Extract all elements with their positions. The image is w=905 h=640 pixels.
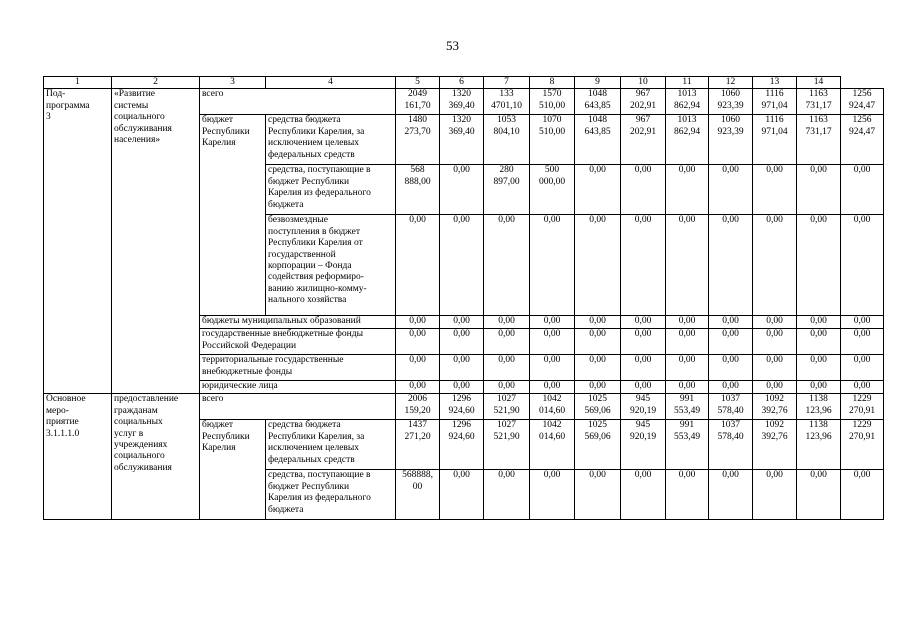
value-cell: 967 202,91 — [621, 89, 666, 115]
value-cell: 1229 270,91 — [841, 420, 884, 470]
value-cell: 0,00 — [396, 355, 440, 381]
value-cell: 1320 369,40 — [440, 89, 484, 115]
value-cell: 500 000,00 — [530, 165, 575, 215]
value-cell: 0,00 — [666, 165, 709, 215]
value-cell: 1092 392,76 — [753, 420, 797, 470]
value-cell: 0,00 — [484, 381, 530, 394]
value-cell: 0,00 — [709, 165, 753, 215]
value-cell: 0,00 — [666, 215, 709, 316]
value-cell: 0,00 — [575, 470, 621, 520]
value-cell: 0,00 — [396, 316, 440, 329]
value-cell: 1060 923,39 — [709, 89, 753, 115]
value-cell: 0,00 — [575, 316, 621, 329]
value-cell: 1138 123,96 — [797, 394, 841, 420]
value-cell: 0,00 — [666, 470, 709, 520]
value-cell: 0,00 — [753, 381, 797, 394]
value-cell: 1116 971,04 — [753, 89, 797, 115]
budget-table — [43, 76, 884, 520]
value-cell: 0,00 — [797, 215, 841, 316]
value-cell: 1048 643,85 — [575, 115, 621, 165]
value-cell: 0,00 — [841, 215, 884, 316]
value-cell: 0,00 — [530, 215, 575, 316]
table-row — [44, 394, 884, 420]
budget-label: бюджет Республики Карелия — [200, 115, 266, 316]
value-cell: 0,00 — [440, 329, 484, 355]
funding-source: государственные внебюджетные фонды Российской Федерации — [200, 329, 396, 355]
value-cell: 0,00 — [753, 215, 797, 316]
column-header-6: 6 — [440, 77, 484, 89]
value-cell: 0,00 — [621, 215, 666, 316]
value-cell: 0,00 — [753, 470, 797, 520]
budget-label: бюджет Республики Карелия — [200, 420, 266, 520]
value-cell: 0,00 — [666, 329, 709, 355]
value-cell: 1229 270,91 — [841, 394, 884, 420]
value-cell: 133 4701,10 — [484, 89, 530, 115]
value-cell: 1116 971,04 — [753, 115, 797, 165]
value-cell: 0,00 — [484, 316, 530, 329]
funding-source: всего — [200, 89, 396, 115]
value-cell: 0,00 — [530, 329, 575, 355]
column-header-8: 8 — [530, 77, 575, 89]
value-cell: 0,00 — [841, 329, 884, 355]
value-cell: 0,00 — [841, 316, 884, 329]
value-cell: 0,00 — [621, 165, 666, 215]
column-header-11: 11 — [666, 77, 709, 89]
value-cell: 0,00 — [797, 381, 841, 394]
value-cell: 0,00 — [484, 470, 530, 520]
value-cell: 1070 510,00 — [530, 115, 575, 165]
value-cell: 945 920,19 — [621, 394, 666, 420]
value-cell: 1053 804,10 — [484, 115, 530, 165]
value-cell: 0,00 — [841, 165, 884, 215]
value-cell: 0,00 — [666, 355, 709, 381]
value-cell: 0,00 — [753, 165, 797, 215]
value-cell: 0,00 — [841, 355, 884, 381]
value-cell: 1570 510,00 — [530, 89, 575, 115]
funding-source: юридические лица — [200, 381, 396, 394]
header-row — [44, 77, 884, 89]
value-cell: 0,00 — [484, 355, 530, 381]
value-cell: 1060 923,39 — [709, 115, 753, 165]
funding-source: средства бюджета Республики Карелия, за исключением целевых федеральных средств — [266, 420, 396, 470]
value-cell: 0,00 — [709, 355, 753, 381]
value-cell: 1027 521,90 — [484, 394, 530, 420]
value-cell: 0,00 — [396, 381, 440, 394]
column-header-7: 7 — [484, 77, 530, 89]
value-cell: 0,00 — [709, 470, 753, 520]
value-cell: 0,00 — [440, 316, 484, 329]
value-cell: 0,00 — [484, 215, 530, 316]
column-header-4: 4 — [266, 77, 396, 89]
value-cell: 0,00 — [753, 316, 797, 329]
value-cell: 1163 731,17 — [797, 115, 841, 165]
value-cell: 1037 578,40 — [709, 420, 753, 470]
subprogram-code: Под- программа 3 — [44, 89, 112, 394]
column-header-14: 14 — [797, 77, 841, 89]
value-cell: 1013 862,94 — [666, 115, 709, 165]
value-cell: 1320 369,40 — [440, 115, 484, 165]
value-cell: 0,00 — [440, 165, 484, 215]
value-cell: 2006 159,20 — [396, 394, 440, 420]
value-cell: 0,00 — [440, 381, 484, 394]
value-cell: 0,00 — [575, 165, 621, 215]
value-cell: 0,00 — [530, 381, 575, 394]
value-cell: 0,00 — [440, 215, 484, 316]
value-cell: 568 888,00 — [396, 165, 440, 215]
value-cell: 1092 392,76 — [753, 394, 797, 420]
value-cell: 0,00 — [621, 381, 666, 394]
value-cell: 1480 273,70 — [396, 115, 440, 165]
value-cell: 0,00 — [753, 355, 797, 381]
value-cell: 1037 578,40 — [709, 394, 753, 420]
column-header-1: 1 — [44, 77, 112, 89]
table-row — [44, 89, 884, 115]
funding-source: средства, поступающие в бюджет Республики Карелия из федерального бюджета — [266, 470, 396, 520]
value-cell: 0,00 — [709, 329, 753, 355]
value-cell: 0,00 — [440, 470, 484, 520]
value-cell: 0,00 — [575, 381, 621, 394]
value-cell: 0,00 — [396, 215, 440, 316]
funding-source: всего — [200, 394, 396, 420]
value-cell: 1138 123,96 — [797, 420, 841, 470]
value-cell: 280 897,00 — [484, 165, 530, 215]
value-cell: 0,00 — [753, 329, 797, 355]
funding-source: безвозмездные поступления в бюджет Республики Карелия от государственной корпорации – Фонда содействия реформиро- ванию жилищно-комму- нального хозяйства — [266, 215, 396, 316]
value-cell: 1256 924,47 — [841, 115, 884, 165]
value-cell: 0,00 — [709, 381, 753, 394]
column-header-13: 13 — [753, 77, 797, 89]
value-cell: 0,00 — [621, 329, 666, 355]
funding-source: средства бюджета Республики Карелия, за исключением целевых федеральных средств — [266, 115, 396, 165]
value-cell: 0,00 — [530, 470, 575, 520]
value-cell: 945 920,19 — [621, 420, 666, 470]
value-cell: 0,00 — [797, 470, 841, 520]
value-cell: 1048 643,85 — [575, 89, 621, 115]
value-cell: 0,00 — [666, 316, 709, 329]
value-cell: 0,00 — [709, 215, 753, 316]
activity-code: Основное меро- приятие 3.1.1.1.0 — [44, 394, 112, 520]
value-cell: 0,00 — [797, 329, 841, 355]
value-cell: 991 553,49 — [666, 420, 709, 470]
column-header-3: 3 — [200, 77, 266, 89]
value-cell: 1027 521,90 — [484, 420, 530, 470]
column-header-5: 5 — [396, 77, 440, 89]
value-cell: 0,00 — [621, 355, 666, 381]
subprogram-name: «Развитие системы социального обслуживания населения» — [112, 89, 200, 394]
column-header-9: 9 — [575, 77, 621, 89]
value-cell: 1042 014,60 — [530, 420, 575, 470]
value-cell: 991 553,49 — [666, 394, 709, 420]
value-cell: 1013 862,94 — [666, 89, 709, 115]
value-cell: 0,00 — [575, 329, 621, 355]
column-header-2: 2 — [112, 77, 200, 89]
page-number: 53 — [446, 38, 459, 53]
value-cell: 0,00 — [440, 355, 484, 381]
value-cell: 1025 569,06 — [575, 394, 621, 420]
value-cell: 0,00 — [841, 381, 884, 394]
activity-name: предоставление гражданам социальных услуг в учреждениях социального обслуживания — [112, 394, 200, 520]
value-cell: 0,00 — [621, 316, 666, 329]
value-cell: 0,00 — [841, 470, 884, 520]
value-cell: 0,00 — [484, 329, 530, 355]
column-header-10: 10 — [621, 77, 666, 89]
funding-source: территориальные государственные внебюджетные фонды — [200, 355, 396, 381]
value-cell: 1296 924,60 — [440, 394, 484, 420]
value-cell: 0,00 — [797, 165, 841, 215]
value-cell: 0,00 — [621, 470, 666, 520]
value-cell: 0,00 — [396, 329, 440, 355]
value-cell: 1256 924,47 — [841, 89, 884, 115]
value-cell: 1296 924,60 — [440, 420, 484, 470]
value-cell: 0,00 — [709, 316, 753, 329]
value-cell: 967 202,91 — [621, 115, 666, 165]
value-cell: 0,00 — [530, 316, 575, 329]
value-cell: 0,00 — [797, 355, 841, 381]
value-cell: 1163 731,17 — [797, 89, 841, 115]
value-cell: 2049 161,70 — [396, 89, 440, 115]
funding-source: бюджеты муниципальных образований — [200, 316, 396, 329]
value-cell: 0,00 — [530, 355, 575, 381]
value-cell: 1025 569,06 — [575, 420, 621, 470]
value-cell: 0,00 — [797, 316, 841, 329]
column-header-12: 12 — [709, 77, 753, 89]
funding-source: средства, поступающие в бюджет Республики Карелия из федерального бюджета — [266, 165, 396, 215]
value-cell: 1042 014,60 — [530, 394, 575, 420]
value-cell: 0,00 — [666, 381, 709, 394]
value-cell: 0,00 — [575, 355, 621, 381]
value-cell: 0,00 — [575, 215, 621, 316]
value-cell: 568888, 00 — [396, 470, 440, 520]
value-cell: 1437 271,20 — [396, 420, 440, 470]
